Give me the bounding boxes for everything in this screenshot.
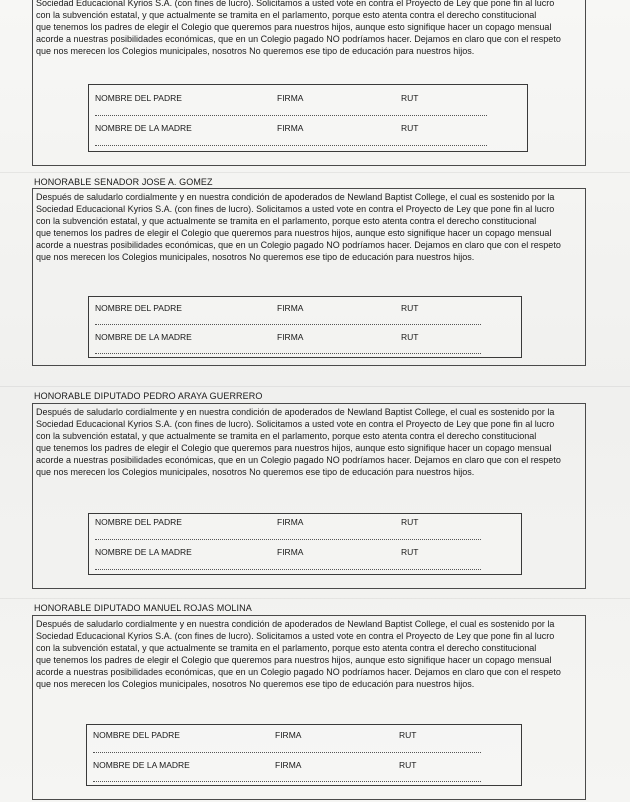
mother-name-label: NOMBRE DE LA MADRE	[95, 547, 192, 557]
signature-table	[86, 724, 522, 786]
letter-line: con la subvención estatal, y que actualmente se tramita en el parlamento, porque esto atenta contra el derecho constitucional	[36, 643, 537, 653]
mother-row	[93, 760, 481, 774]
letter-line: Después de saludarlo cordialmente y en nuestra condición de apoderados de Newland Baptist College, el cual es sostenido por la	[36, 192, 555, 202]
signature-label: FIRMA	[277, 123, 304, 133]
letter-line: Sociedad Educacional Kyrios S.A. (con fines de lucro). Solicitamos a usted vote en contra el Proyecto de Ley que pone fin al lucro	[36, 0, 555, 8]
rut-label: RUT	[401, 93, 419, 103]
rut-label: RUT	[401, 303, 419, 313]
letter-line: Sociedad Educacional Kyrios S.A. (con fines de lucro). Solicitamos a usted vote en contra el Proyecto de Ley que pone fin al lucro	[36, 631, 555, 641]
signature-label: FIRMA	[275, 730, 302, 740]
letter-line: Sociedad Educacional Kyrios S.A. (con fines de lucro). Solicitamos a usted vote en contra el Proyecto de Ley que pone fin al lucro	[36, 419, 555, 429]
father-name-label: NOMBRE DEL PADRE	[95, 93, 182, 103]
mother-row	[95, 332, 481, 346]
rut-label: RUT	[399, 730, 417, 740]
fold-crease	[0, 386, 630, 387]
rut-label: RUT	[399, 760, 417, 770]
signature-line	[93, 781, 481, 782]
signature-line	[95, 115, 487, 116]
father-row	[95, 93, 487, 107]
father-name-label: NOMBRE DEL PADRE	[95, 517, 182, 527]
addressee-heading: HONORABLE DIPUTADO MANUEL ROJAS MOLINA	[34, 603, 252, 613]
rut-label: RUT	[401, 332, 419, 342]
letter-line: que tenemos los padres de elegir el Colegio que queremos para nuestros hijos, aunque esto signifique hacer un copago mensual	[36, 228, 552, 238]
letter-line: Después de saludarlo cordialmente y en nuestra condición de apoderados de Newland Baptist College, el cual es sostenido por la	[36, 407, 555, 417]
addressee-heading: HONORABLE DIPUTADO PEDRO ARAYA GUERRERO	[34, 391, 263, 401]
letter-line: que nos merecen los Colegios municipales, nosotros No queremos ese tipo de educación para nuestros hijos.	[36, 679, 475, 689]
signature-label: FIRMA	[277, 547, 304, 557]
mother-name-label: NOMBRE DE LA MADRE	[95, 123, 192, 133]
signature-line	[95, 569, 481, 570]
letter-line: con la subvención estatal, y que actualmente se tramita en el parlamento, porque esto atenta contra el derecho constitucional	[36, 10, 537, 20]
letter-line: Después de saludarlo cordialmente y en nuestra condición de apoderados de Newland Baptist College, el cual es sostenido por la	[36, 619, 555, 629]
father-row	[93, 730, 481, 744]
signature-table	[88, 84, 528, 152]
letter-line: que tenemos los padres de elegir el Colegio que queremos para nuestros hijos, aunque esto signifique hacer un copago mensual	[36, 22, 552, 32]
father-name-label: NOMBRE DEL PADRE	[93, 730, 180, 740]
letter-line: acorde a nuestras posibilidades económicas, que en un Colegio pagado NO podríamos hacer. Dejamos en claro que con el respeto	[36, 34, 561, 44]
letter-line: que nos merecen los Colegios municipales, nosotros No queremos ese tipo de educación para nuestros hijos.	[36, 252, 475, 262]
letter-line: que tenemos los padres de elegir el Colegio que queremos para nuestros hijos, aunque esto signifique hacer un copago mensual	[36, 443, 552, 453]
mother-name-label: NOMBRE DE LA MADRE	[95, 332, 192, 342]
rut-label: RUT	[401, 547, 419, 557]
letter-line: acorde a nuestras posibilidades económicas, que en un Colegio pagado NO podríamos hacer. Dejamos en claro que con el respeto	[36, 455, 561, 465]
letter-line: que nos merecen los Colegios municipales, nosotros No queremos ese tipo de educación para nuestros hijos.	[36, 467, 475, 477]
signature-table	[88, 513, 522, 575]
letter-line: Sociedad Educacional Kyrios S.A. (con fines de lucro). Solicitamos a usted vote en contra el Proyecto de Ley que pone fin al lucro	[36, 204, 555, 214]
mother-row	[95, 547, 481, 561]
signature-line	[95, 539, 481, 540]
signature-label: FIRMA	[275, 760, 302, 770]
fold-crease	[0, 172, 630, 173]
signature-label: FIRMA	[277, 332, 304, 342]
signature-line	[95, 145, 487, 146]
rut-label: RUT	[401, 517, 419, 527]
letter-line: con la subvención estatal, y que actualmente se tramita en el parlamento, porque esto atenta contra el derecho constitucional	[36, 216, 537, 226]
letter-line: que nos merecen los Colegios municipales, nosotros No queremos ese tipo de educación para nuestros hijos.	[36, 46, 475, 56]
letter-line: acorde a nuestras posibilidades económicas, que en un Colegio pagado NO podríamos hacer. Dejamos en claro que con el respeto	[36, 667, 561, 677]
rut-label: RUT	[401, 123, 419, 133]
signature-label: FIRMA	[277, 517, 304, 527]
father-row	[95, 517, 481, 531]
fold-crease	[0, 598, 630, 599]
letter-line: que tenemos los padres de elegir el Colegio que queremos para nuestros hijos, aunque esto signifique hacer un copago mensual	[36, 655, 552, 665]
letter-line: con la subvención estatal, y que actualmente se tramita en el parlamento, porque esto atenta contra el derecho constitucional	[36, 431, 537, 441]
addressee-heading: HONORABLE SENADOR JOSE A. GOMEZ	[34, 177, 213, 187]
mother-name-label: NOMBRE DE LA MADRE	[93, 760, 190, 770]
father-name-label: NOMBRE DEL PADRE	[95, 303, 182, 313]
signature-label: FIRMA	[277, 303, 304, 313]
father-row	[95, 303, 481, 317]
signature-line	[95, 324, 481, 325]
signature-label: FIRMA	[277, 93, 304, 103]
letter-line: acorde a nuestras posibilidades económicas, que en un Colegio pagado NO podríamos hacer. Dejamos en claro que con el respeto	[36, 240, 561, 250]
mother-row	[95, 123, 487, 137]
signature-line	[93, 752, 481, 753]
signature-table	[88, 296, 522, 358]
signature-line	[95, 353, 481, 354]
